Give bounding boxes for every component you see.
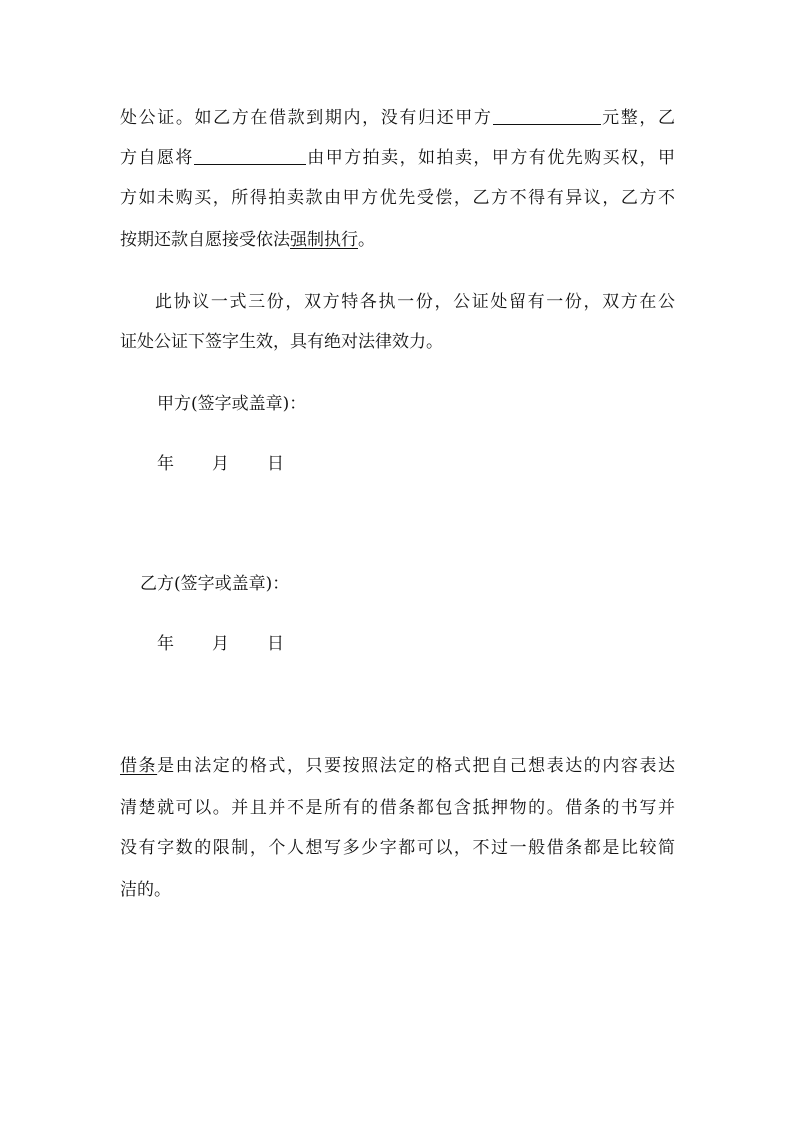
clause-text: 由甲方拍卖，如拍卖，甲方有优先购买权，甲 <box>305 148 676 168</box>
agreement-line-1: 此协议一式三份，双方特各执一份，公证处留有一份，双方在公 <box>155 292 675 312</box>
year-label: 年 <box>157 454 174 474</box>
clause-text: 。 <box>358 230 375 250</box>
clause-text: 元整，乙 <box>600 108 675 128</box>
party-b-date <box>157 632 284 656</box>
day-label: 日 <box>267 634 284 654</box>
clause-text: 按期还款自愿接受依法 <box>120 230 290 250</box>
clause-line-3: 方如未购买，所得拍卖款由甲方优先受偿，乙方不得有异议，乙方不 <box>120 188 675 208</box>
clause-line-1 <box>120 106 675 130</box>
note-line-3: 没有字数的限制，个人想写多少字都可以，不过一般借条都是比较简 <box>120 838 675 858</box>
note-line-1 <box>120 754 675 778</box>
collateral-blank <box>194 146 306 165</box>
month-label: 月 <box>212 454 229 474</box>
note-text: 是由法定的格式，只要按照法定的格式把自己想表达的内容表达 <box>157 756 676 776</box>
day-label: 日 <box>267 454 284 474</box>
year-label: 年 <box>157 634 174 654</box>
party-a-signature-label: 甲方(签字或盖章)： <box>157 394 307 414</box>
month-label: 月 <box>212 634 229 654</box>
clause-text: 处公证。如乙方在借款到期内，没有归还甲方 <box>120 108 493 128</box>
agreement-line-2: 证处公证下签字生效，具有绝对法律效力。 <box>120 332 443 352</box>
clause-text: 方自愿将 <box>120 148 194 168</box>
party-b-signature-label: 乙方(签字或盖章)： <box>140 574 290 594</box>
party-a-date <box>157 452 284 476</box>
clause-line-2 <box>120 146 675 170</box>
amount-blank <box>493 106 601 125</box>
note-line-4: 洁的。 <box>120 880 171 900</box>
enforcement-link[interactable]: 强制执行 <box>290 230 358 250</box>
note-line-2: 清楚就可以。并且并不是所有的借条都包含抵押物的。借条的书写并 <box>120 798 675 818</box>
clause-line-4 <box>120 228 675 252</box>
iou-link[interactable]: 借条 <box>120 756 158 776</box>
